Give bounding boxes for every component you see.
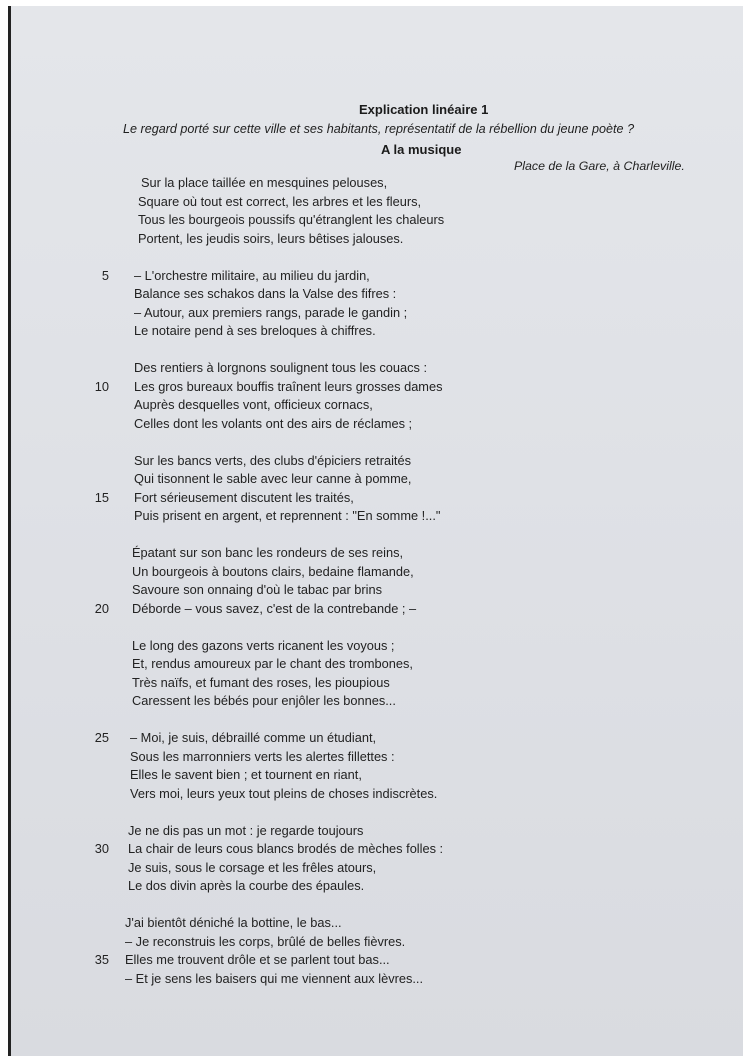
poem-line — [11, 692, 743, 711]
poem-line — [11, 581, 743, 600]
poem-line — [11, 359, 743, 378]
line-text: Auprès desquelles vont, officieux cornacs, — [134, 397, 373, 412]
stanza — [11, 267, 743, 341]
line-text: Le notaire pend à ses breloques à chiffres. — [134, 323, 376, 338]
stanza — [11, 729, 743, 803]
poem-place-epigraph: Place de la Gare, à Charleville. — [514, 159, 685, 173]
poem-line — [11, 600, 743, 619]
poem-line — [11, 563, 743, 582]
line-text: Savoure son onnaing d'où le tabac par brins — [132, 582, 383, 597]
stanza — [11, 822, 743, 896]
poem-line — [11, 304, 743, 323]
line-text: – Moi, je suis, débraillé comme un étudiant, — [130, 730, 377, 745]
line-text: Et, rendus amoureux par le chant des trombones, — [132, 656, 413, 671]
line-text: Le long des gazons verts ricanent les voyous ; — [132, 637, 395, 653]
line-text: Vers moi, leurs yeux tout pleins de choses indiscrètes. — [130, 785, 438, 801]
stanza — [11, 914, 743, 988]
line-text: Tous les bourgeois poussifs qu'étranglent les chaleurs — [138, 212, 445, 227]
line-text: Sous les marronniers verts les alertes fillettes : — [130, 748, 395, 764]
poem-line — [11, 655, 743, 674]
poem-line — [11, 822, 743, 841]
line-number: 20 — [94, 600, 109, 616]
line-text: Je ne dis pas un mot : je regarde toujours — [128, 822, 364, 838]
poem-line — [11, 378, 743, 397]
line-number: 10 — [94, 378, 109, 394]
line-text: Celles dont les volants ont des airs de réclames ; — [134, 415, 413, 431]
line-text: Un bourgeois à boutons clairs, bedaine flamande, — [132, 563, 414, 579]
poem-line — [11, 914, 743, 933]
stanza — [11, 359, 743, 433]
poem-line — [11, 970, 743, 989]
line-text: Sur les bancs verts, des clubs d'épiciers retraités — [134, 452, 411, 468]
poem-body — [11, 174, 743, 1007]
poem-line — [11, 507, 743, 526]
line-number: 30 — [94, 841, 109, 856]
poem-line — [11, 933, 743, 952]
line-text: Elles le savent bien ; et tournent en riant, — [130, 767, 362, 782]
line-text: Très naïfs, et fumant des roses, les pioupious — [132, 674, 390, 690]
line-text: Sur la place taillée en mesquines pelouses, — [141, 175, 388, 190]
poem-line — [11, 396, 743, 415]
line-text: Qui tisonnent le sable avec leur canne à pomme, — [134, 471, 412, 486]
problematique-question: Le regard porté sur cette ville et ses habitants, représentatif de la rébellion du jeune poète ? — [123, 122, 635, 136]
line-text: Portent, les jeudis soirs, leurs bêtises jalouses. — [138, 230, 404, 246]
poem-line — [11, 322, 743, 341]
line-text: Square où tout est correct, les arbres et les fleurs, — [138, 193, 422, 209]
poem-line — [11, 637, 743, 656]
line-text: La chair de leurs cous blancs brodés de mèches folles : — [128, 841, 444, 856]
poem-line — [11, 211, 743, 230]
line-text: Épatant sur son banc les rondeurs de ses reins, — [132, 545, 404, 560]
line-text: Je suis, sous le corsage et les frêles atours, — [128, 859, 377, 875]
poem-line — [11, 285, 743, 304]
line-text: Puis prisent en argent, et reprennent : "En somme !..." — [134, 508, 441, 523]
poem-line — [11, 877, 743, 896]
poem-line — [11, 544, 743, 563]
poem-line — [11, 267, 743, 286]
line-text: – Et je sens les baisers qui me viennent aux lèvres... — [125, 970, 424, 986]
line-text: – Autour, aux premiers rangs, parade le gandin ; — [134, 304, 408, 320]
poem-line — [11, 859, 743, 878]
line-text: – L'orchestre militaire, au milieu du jardin, — [134, 267, 370, 283]
line-text: Déborde – vous savez, c'est de la contrebande ; – — [132, 600, 417, 616]
stanza — [11, 637, 743, 711]
line-text: Des rentiers à lorgnons soulignent tous les couacs : — [134, 360, 428, 375]
line-text: Fort sérieusement discutent les traités, — [134, 489, 354, 505]
line-text: J'ai bientôt déniché la bottine, le bas... — [125, 915, 342, 930]
poem-line — [11, 452, 743, 471]
line-text: Le dos divin après la courbe des épaules. — [128, 878, 365, 893]
poem-title: A la musique — [381, 142, 462, 157]
poem-line — [11, 766, 743, 785]
line-text: Les gros bureaux bouffis traînent leurs grosses dames — [134, 378, 443, 394]
poem-line — [11, 729, 743, 748]
line-number: 35 — [94, 952, 109, 967]
line-number: 25 — [94, 730, 109, 745]
line-text: Balance ses schakos dans la Valse des fifres : — [134, 286, 397, 301]
line-number: 5 — [101, 267, 109, 283]
poem-line — [11, 230, 743, 249]
poem-line — [11, 748, 743, 767]
stanza — [11, 452, 743, 526]
stanza — [11, 174, 743, 248]
poem-line — [11, 785, 743, 804]
document-page — [8, 6, 743, 1056]
poem-line — [11, 174, 743, 193]
poem-line — [11, 489, 743, 508]
poem-line — [11, 415, 743, 434]
line-text: Caressent les bébés pour enjôler les bonnes... — [132, 693, 396, 708]
stanza — [11, 544, 743, 618]
poem-line — [11, 193, 743, 212]
line-text: Elles me trouvent drôle et se parlent tout bas... — [125, 952, 390, 967]
page-title: Explication linéaire 1 — [359, 102, 489, 117]
poem-line — [11, 470, 743, 489]
line-text: – Je reconstruis les corps, brûlé de belles fièvres. — [125, 933, 406, 949]
poem-line — [11, 674, 743, 693]
poem-line — [11, 840, 743, 859]
line-number: 15 — [94, 489, 109, 505]
poem-line — [11, 951, 743, 970]
